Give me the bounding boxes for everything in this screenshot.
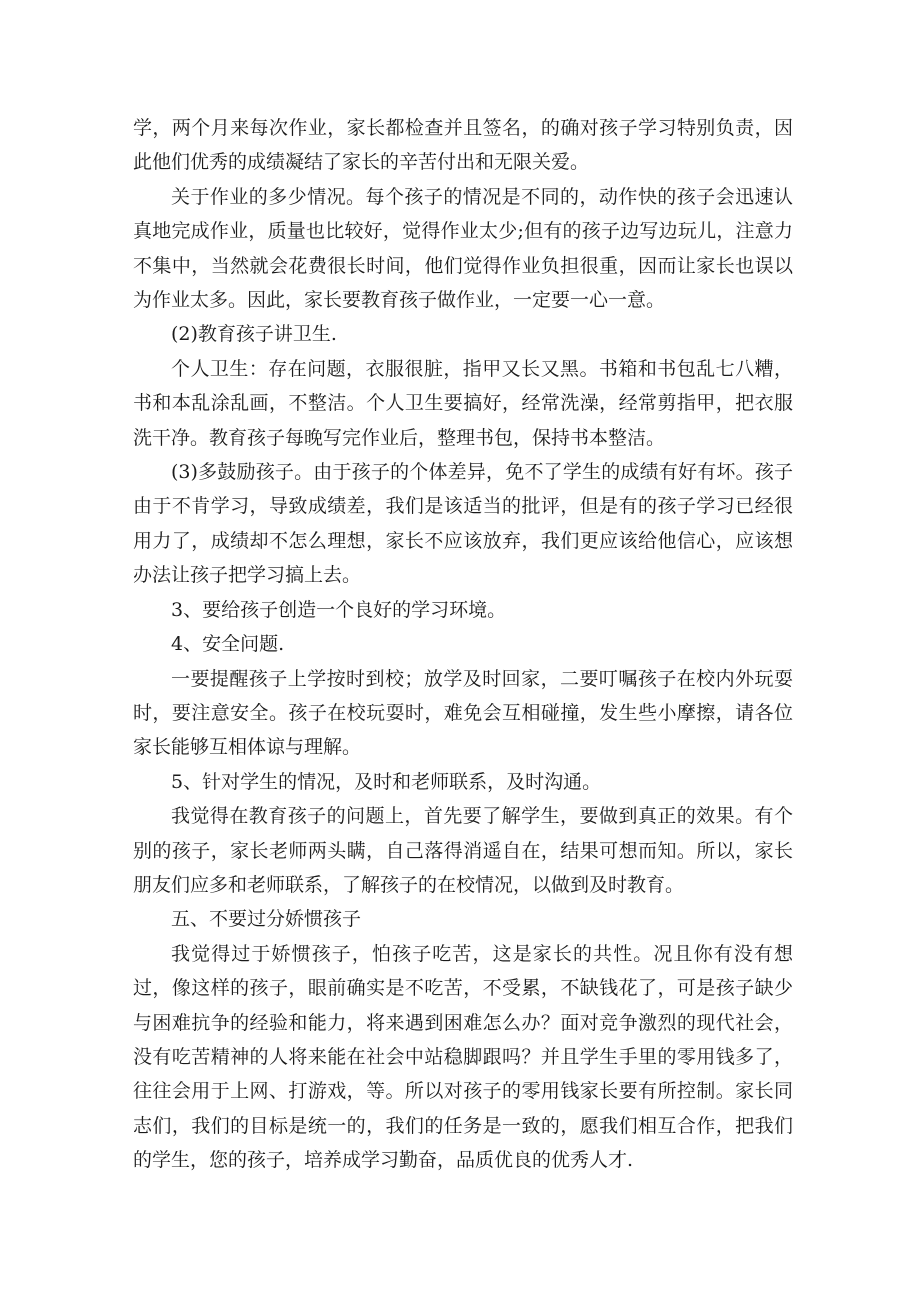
paragraph: 个人卫生：存在问题，衣服很脏，指甲又长又黑。书箱和书包乱七八糟，书和本乱涂乱画，不整洁。个人卫生要搞好，经常洗澡，经常剪指甲，把衣服洗干净。教育孩子每晚写完作业后，整理书包，保持书本整洁。 [133, 357, 793, 449]
paragraph: 关于作业的多少情况。每个孩子的情况是不同的，动作快的孩子会迅速认真地完成作业，质量也比较好，觉得作业太少;但有的孩子边写边玩儿，注意力不集中，当然就会花费很长时间，他们觉得作业负担很重，因而让家长也误以为作业太多。因此，家长要教育孩子做作业，一定要一心一意。 [133, 185, 793, 312]
paragraph: (3)多鼓励孩子。由于孩子的个体差异，免不了学生的成绩有好有坏。孩子由于不肯学习，导致成绩差，我们是该适当的批评，但是有的孩子学习已经很用力了，成绩却不怎么理想，家长不应该放弃，我们更应该给他信心，应该想办法让孩子把学习搞上去。 [133, 461, 793, 587]
section-heading: 4、安全问题. [171, 633, 285, 656]
section-heading: 五、不要过分娇惯孩子 [171, 908, 362, 931]
paragraph: 一要提醒孩子上学按时到校；放学及时回家，二要叮嘱孩子在校内外玩耍时，要注意安全。孩子在校玩耍时，难免会互相碰撞，发生些小摩擦，请各位家长能够互相体谅与理解。 [133, 667, 793, 759]
paragraph: 学，两个月来每次作业，家长都检查并且签名，的确对孩子学习特别负责，因此他们优秀的成绩凝结了家长的辛苦付出和无限关爱。 [133, 117, 793, 174]
section-heading: 3、要给孩子创造一个良好的学习环境。 [171, 598, 507, 621]
document-page [133, 111, 793, 1178]
paragraph: 我觉得过于娇惯孩子，怕孩子吃苦，这是家长的共性。况且你有没有想过，像这样的孩子，眼前确实是不吃苦，不受累，不缺钱花了，可是孩子缺少与困难抗争的经验和能力，将来遇到困难怎么办？面对竞争激烈的现代社会，没有吃苦精神的人将来能在社会中站稳脚跟吗？并且学生手里的零用钱多了，往往会用于上网、打游戏，等。所以对孩子的零用钱家长要有所控制。家长同志们，我们的目标是统一的，我们的任务是一致的，愿我们相互合作，把我们的学生，您的孩子，培养成学习勤奋，品质优良的优秀人才. [133, 942, 793, 1172]
section-heading: (2)教育孩子讲卫生. [171, 323, 337, 346]
paragraph: 我觉得在教育孩子的问题上，首先要了解学生，要做到真正的效果。有个别的孩子，家长老师两头瞒，自己落得消遥自在，结果可想而知。所以，家长朋友们应多和老师联系，了解孩子的在校情况，以做到及时教育。 [133, 805, 793, 896]
section-heading: 5、针对学生的情况，及时和老师联系，及时沟通。 [171, 770, 602, 793]
